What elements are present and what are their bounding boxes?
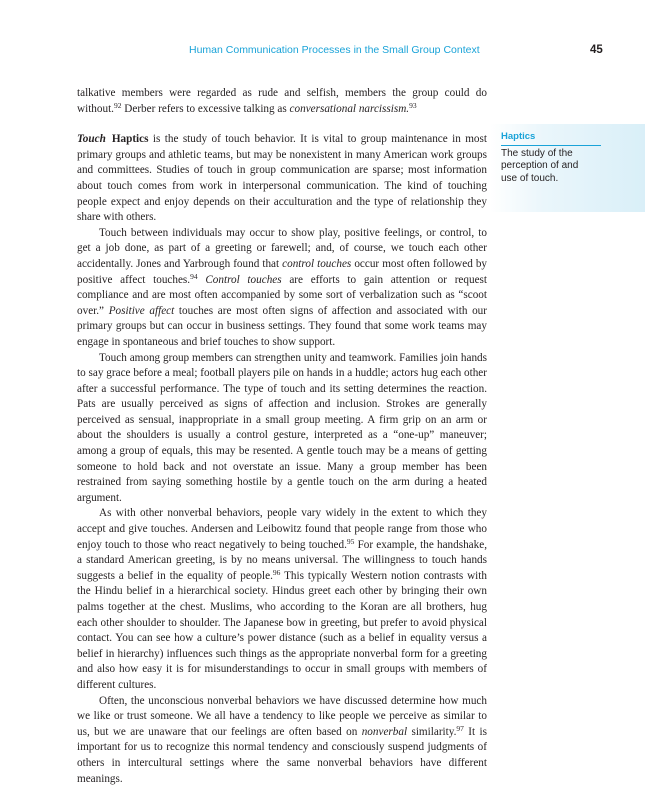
running-head-title: Human Communication Processes in the Small Group Context xyxy=(189,44,480,56)
italic-term: control touches xyxy=(282,257,352,270)
text-run: It is important for us to recognize this normal tendency and consciously suspend judgments of others in intercultural settings where the same nonverbal behaviors have different meanings. xyxy=(77,725,487,785)
footnote-reference: 92 xyxy=(113,100,122,110)
text-run: are efforts to gain attention or request compliance and are most often accompanied by some sort of verbalization such as “scoot over.” xyxy=(77,273,488,317)
paragraph xyxy=(77,506,487,693)
text-run: For example, the handshake, a standard American greeting, is by no means universal. The willingness to touch hands suggests a belief in the equality of people. xyxy=(77,538,487,582)
italic-term: Control touches xyxy=(205,273,282,286)
text-run: occur most often followed by positive affect touches. xyxy=(77,257,488,286)
page-number: 45 xyxy=(590,44,603,56)
paragraph xyxy=(77,694,487,788)
body-text xyxy=(77,86,487,787)
text-run: Touch between individuals may occur to show play, positive feelings, or control, to get a job done, as part of a greeting or farewell; and, of course, we touch each other accidentally. Jones and Yarbrough found that xyxy=(77,226,487,270)
footnote-reference: 97 xyxy=(456,723,464,733)
paragraph-touch-intro xyxy=(77,132,487,226)
glossary-term: Haptics xyxy=(501,131,601,146)
paragraph-carryover xyxy=(77,86,487,117)
run-in-heading: Touch xyxy=(77,133,106,146)
text-run: As with other nonverbal behaviors, people vary widely in the extent to which they accept and give touches. Andersen and Leibowitz found that people range from those who enjoy touch to those who react negatively to being touched. xyxy=(77,507,487,551)
text-run: Touch among group members can strengthen unity and teamwork. Families join hands to say grace before a meal; football players pile on hands in a huddle; actors hug each other after a successful performance. The type of touch and its setting determines the reaction. Pats are usually perceived as signs of affection and inclusion. Strokes are generally perceived as sensual, inappropriate in a small group meeting. A firm grip on an arm or about the shoulders is usually a control gesture, interpreted as a “one-up” maneuver; among a group of equals, this may be resented. A gentle touch may be a means of getting someone to hold back and not overstate an issue. Many a group member has been restrained from saying something hostile by a gentle touch on the arm during a heated argument. xyxy=(77,351,487,504)
text-run: talkative members were regarded as rude and selfish, members the group could do without. xyxy=(77,87,487,115)
margin-glossary xyxy=(490,124,645,212)
italic-term: Positive affect xyxy=(108,304,175,317)
italic-term: nonverbal xyxy=(361,725,408,738)
footnote-reference: 94 xyxy=(190,271,198,281)
glossary-definition: The study of the perception of and use of touch. xyxy=(501,148,579,184)
key-term: Haptics xyxy=(111,133,149,146)
text-run: touches are most often signs of affection and associated with our primary groups but can occur in business settings. They found that some work teams may engage in spontaneous and brief touches to show support. xyxy=(77,304,487,348)
italic-term: conversational narcissism. xyxy=(289,102,410,115)
paragraph xyxy=(77,351,487,507)
text-run: Derber refers to excessive talking as xyxy=(121,102,290,115)
text-run: is the study of touch behavior. It is vital to group maintenance in most primary groups and athletic teams, but may be nonexistent in many American work groups and committees. Studies of touch in group communication are sparse; most information about touch comes from work in interpersonal communication. The kind of touching people expect and enjoy depends on their acculturation and the type of relationship they share with others. xyxy=(77,133,487,224)
footnote-reference: 93 xyxy=(409,100,417,110)
running-head xyxy=(0,44,645,58)
text-run: This typically Western notion contrasts with the Hindu belief in a hierarchical society. Hindus greet each other by bringing their own palms together at the chest. Muslims, who according to the Koran are all brothers, hug each other shoulder to shoulder. The Japanese bow in greeting, but prefer to avoid physical contact. You can see how a culture’s power distance (such as a belief in equality versus a belief in hierarchy) influences such things as the appropriate nonverbal form for a greeting and also how easy it is for misunderstandings to occur in small groups with members of different cultures. xyxy=(77,569,487,691)
footnote-reference: 96 xyxy=(272,567,281,577)
text-run: similarity. xyxy=(407,725,457,738)
paragraph xyxy=(77,226,487,351)
text-run: Often, the unconscious nonverbal behaviors we have discussed determine how much we like or trust someone. We all have a tendency to like people we perceive as similar to us, but we are unaware that our feelings are often based on xyxy=(77,694,487,738)
footnote-reference: 95 xyxy=(346,536,355,546)
